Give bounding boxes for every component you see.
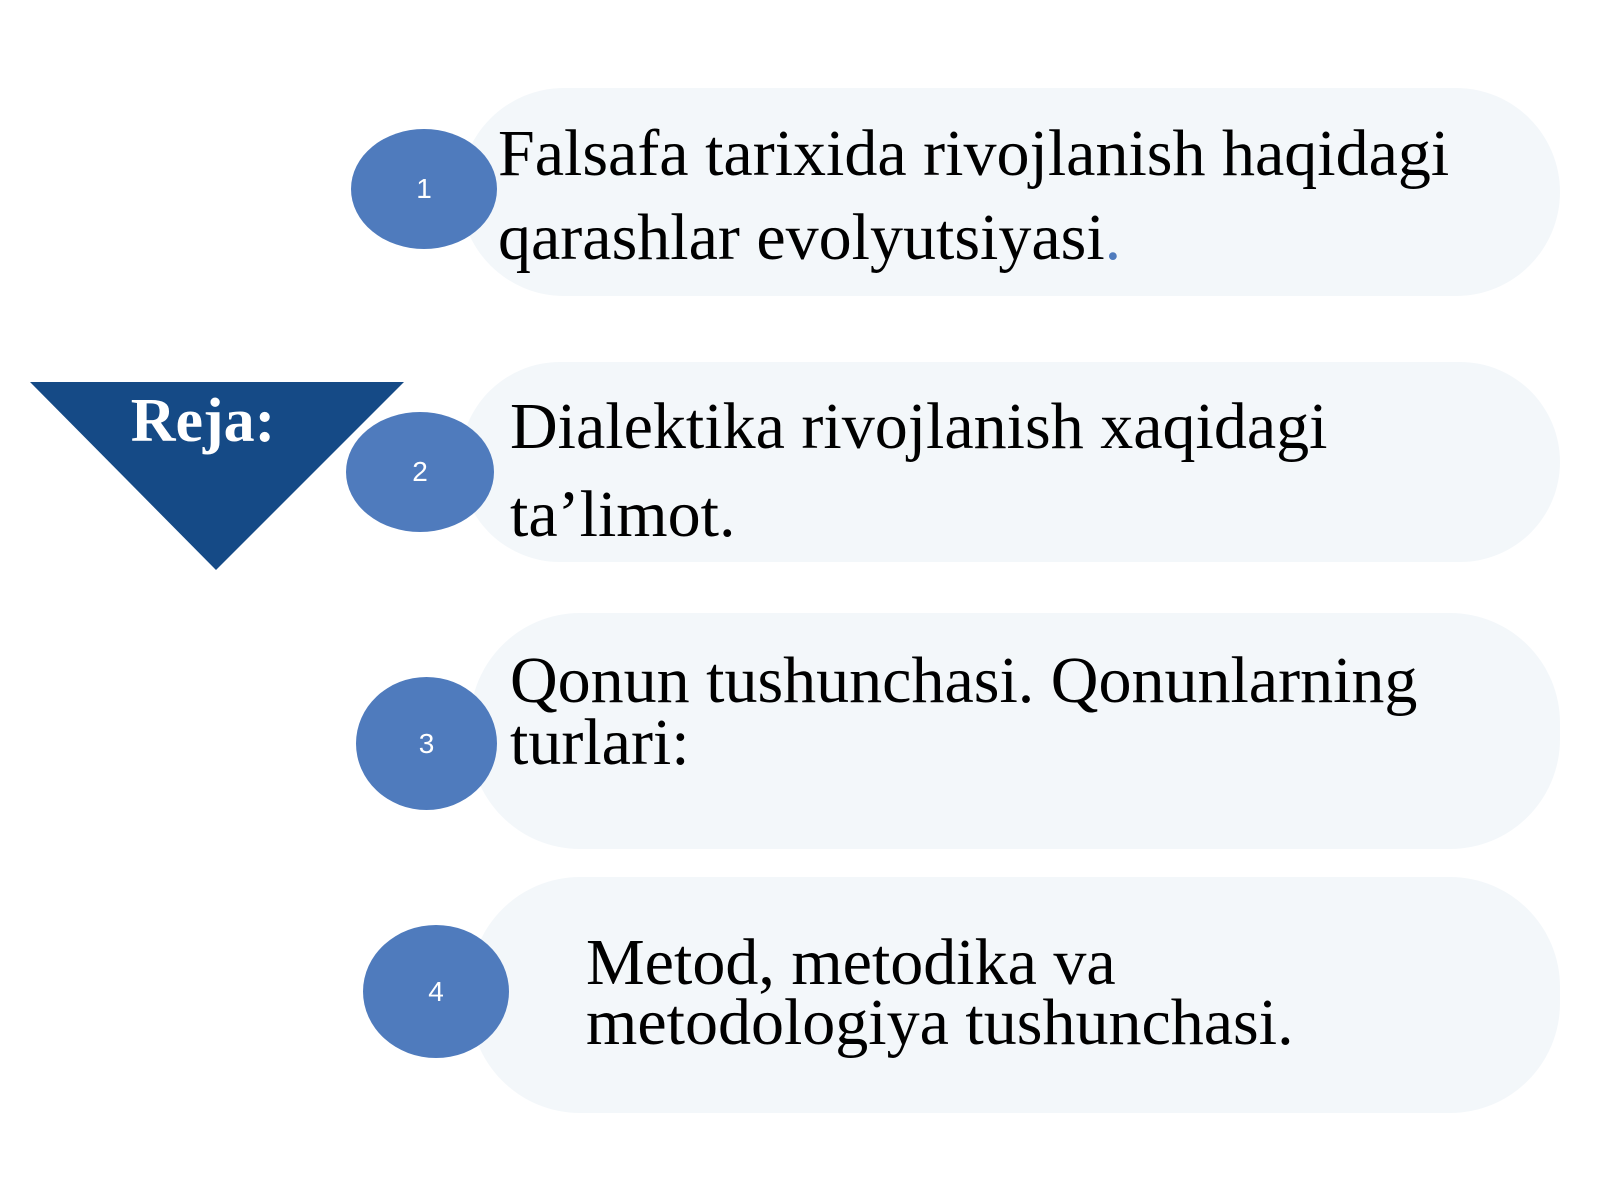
plan-item-1-end-dot: . xyxy=(1104,201,1122,274)
plan-item-1-line-1: Falsafa tarixida rivojlanish haqidagi xyxy=(498,117,1450,190)
plan-item-1-number-bubble: 1 xyxy=(351,129,497,249)
plan-item-2-line-2: ta’limot. xyxy=(510,478,736,551)
plan-item-1-line-2 xyxy=(498,196,1449,280)
plan-item-3-line-1: Qonun tushunchasi. Qonunlarning xyxy=(510,644,1418,717)
plan-item-1-line-2-text: qarashlar evolyutsiyasi xyxy=(498,201,1105,274)
plan-item-3-number-bubble: 3 xyxy=(356,677,497,810)
plan-item-1-text xyxy=(498,112,1449,280)
plan-item-2-number-bubble: 2 xyxy=(346,412,494,532)
plan-item-3-line-2: turlari: xyxy=(510,706,690,779)
reja-title: Reja: xyxy=(130,387,276,455)
plan-item-4-text xyxy=(586,926,1294,1059)
plan-item-4-line-1: Metod, metodika va xyxy=(586,926,1116,999)
plan-item-2-text xyxy=(510,383,1327,559)
plan-item-3-text xyxy=(510,644,1418,779)
plan-item-4-number-bubble: 4 xyxy=(363,925,509,1058)
plan-item-4-line-2: metodologiya tushunchasi. xyxy=(586,986,1294,1059)
plan-item-2-line-1: Dialektika rivojlanish xaqidagi xyxy=(510,390,1328,463)
